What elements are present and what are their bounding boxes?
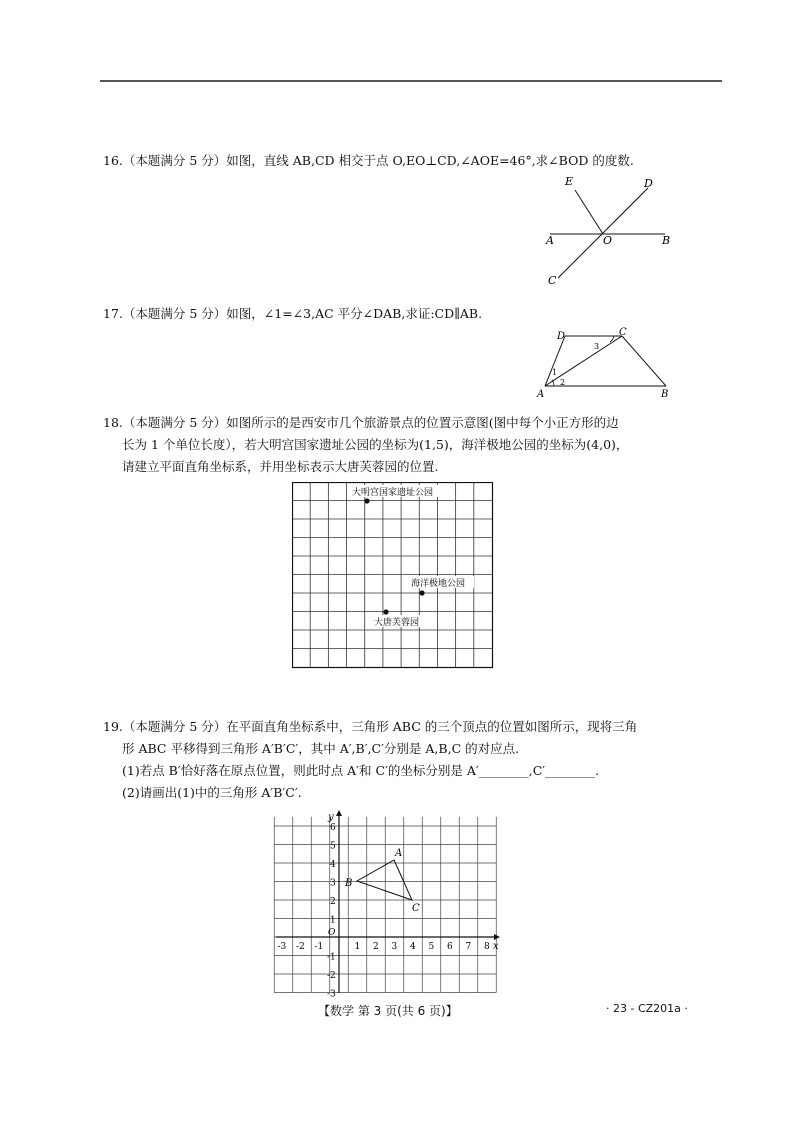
q16-label-b: B — [662, 234, 671, 247]
point-c-label: C — [412, 903, 420, 914]
x-tick-label: -3 — [277, 942, 287, 952]
point-b-label: B — [345, 878, 353, 889]
question-16-text: 16.（本题满分 5 分）如图，直线 AB,CD 相交于点 O,EO⊥CD,∠AOE=46°,求∠BOD 的度数. — [103, 153, 634, 168]
daming-label: 大明宫国家遗址公园 — [352, 488, 434, 498]
q19-coordinate-grid — [268, 810, 503, 998]
q17-figure — [535, 325, 675, 400]
y-axis-label: y — [328, 812, 334, 823]
y-tick-label: 3 — [330, 878, 336, 889]
q16-label-a: A — [546, 234, 554, 247]
q18-map-grid — [292, 482, 495, 669]
y-tick-label: -1 — [327, 952, 336, 963]
question-16 — [103, 150, 703, 172]
q17-angle-1: 1 — [552, 368, 558, 377]
q17-label-a: A — [537, 389, 545, 400]
header-rule — [100, 80, 722, 82]
question-17 — [103, 303, 703, 325]
x-tick-label: 3 — [391, 942, 398, 952]
origin-label: O — [328, 928, 336, 938]
haiyang-label: 海洋极地公园 — [411, 579, 466, 589]
x-tick-label: 8 — [484, 942, 490, 952]
furong-point — [383, 609, 388, 614]
x-tick-label: 7 — [465, 942, 472, 952]
x-tick-label: -1 — [314, 942, 324, 952]
q17-angle-3: 3 — [594, 342, 600, 351]
haiyang-point — [419, 590, 424, 595]
q17-angle-2: 2 — [560, 378, 566, 387]
footer-code: · 23 - CZ201a · — [606, 1002, 688, 1015]
x-tick-label: -2 — [296, 942, 305, 952]
question-19 — [103, 716, 703, 804]
y-tick-label: -3 — [327, 989, 336, 998]
furong-label: 大唐芙蓉园 — [374, 618, 420, 628]
question-17-text: 17.（本题满分 5 分）如图，∠1=∠3,AC 平分∠DAB,求证:CD∥AB. — [103, 306, 483, 321]
q17-label-d: D — [557, 331, 566, 342]
q17-label-c: C — [619, 327, 627, 338]
question-19-line-3: (1)若点 B′恰好落在原点位置，则此时点 A′和 C′的坐标分别是 A′________,C′________. — [122, 763, 600, 778]
y-tick-label: 6 — [330, 823, 336, 833]
question-19-line-4: (2)请画出(1)中的三角形 A′B′C′. — [122, 785, 302, 800]
q16-label-o: O — [603, 234, 613, 247]
x-tick-label: 2 — [373, 942, 379, 952]
daming-point — [364, 498, 369, 503]
y-tick-label: 1 — [330, 915, 336, 926]
question-18-line-3: 请建立平面直角坐标系，并用坐标表示大唐芙蓉园的位置. — [122, 459, 439, 474]
y-tick-label: 2 — [330, 897, 336, 907]
question-19-line-1: 19.（本题满分 5 分）在平面直角坐标系中，三角形 ABC 的三个顶点的位置如图所示，现将三角 — [103, 719, 638, 734]
x-tick-label: 1 — [354, 942, 361, 952]
x-tick-label: 6 — [447, 942, 453, 952]
x-axis-label: x — [493, 941, 499, 952]
q16-label-e: E — [565, 175, 574, 188]
footer-page-info: 【数学 第 3 页(共 6 页)】 — [318, 1004, 458, 1018]
q17-label-b: B — [661, 389, 669, 400]
question-19-line-2: 形 ABC 平移得到三角形 A′B′C′，其中 A′,B′,C′分别是 A,B,C 的对应点. — [122, 741, 520, 756]
q16-figure — [540, 172, 680, 287]
question-18-line-2: 长为 1 个单位长度），若大明宫国家遗址公园的坐标为(1,5)，海洋极地公园的坐标为(4,0)， — [122, 437, 629, 452]
point-a-label: A — [395, 848, 403, 859]
y-tick-label: 5 — [330, 841, 336, 852]
q16-label-c: C — [548, 274, 557, 287]
q16-label-d: D — [644, 177, 653, 190]
x-tick-label: 4 — [410, 942, 416, 952]
y-tick-label: -2 — [327, 971, 336, 981]
x-tick-label: 5 — [428, 942, 435, 952]
question-18-line-1: 18.（本题满分 5 分）如图所示的是西安市几个旅游景点的位置示意图(图中每个小正方形的边 — [103, 415, 619, 430]
question-18 — [103, 412, 703, 478]
y-tick-label: 4 — [330, 860, 336, 870]
